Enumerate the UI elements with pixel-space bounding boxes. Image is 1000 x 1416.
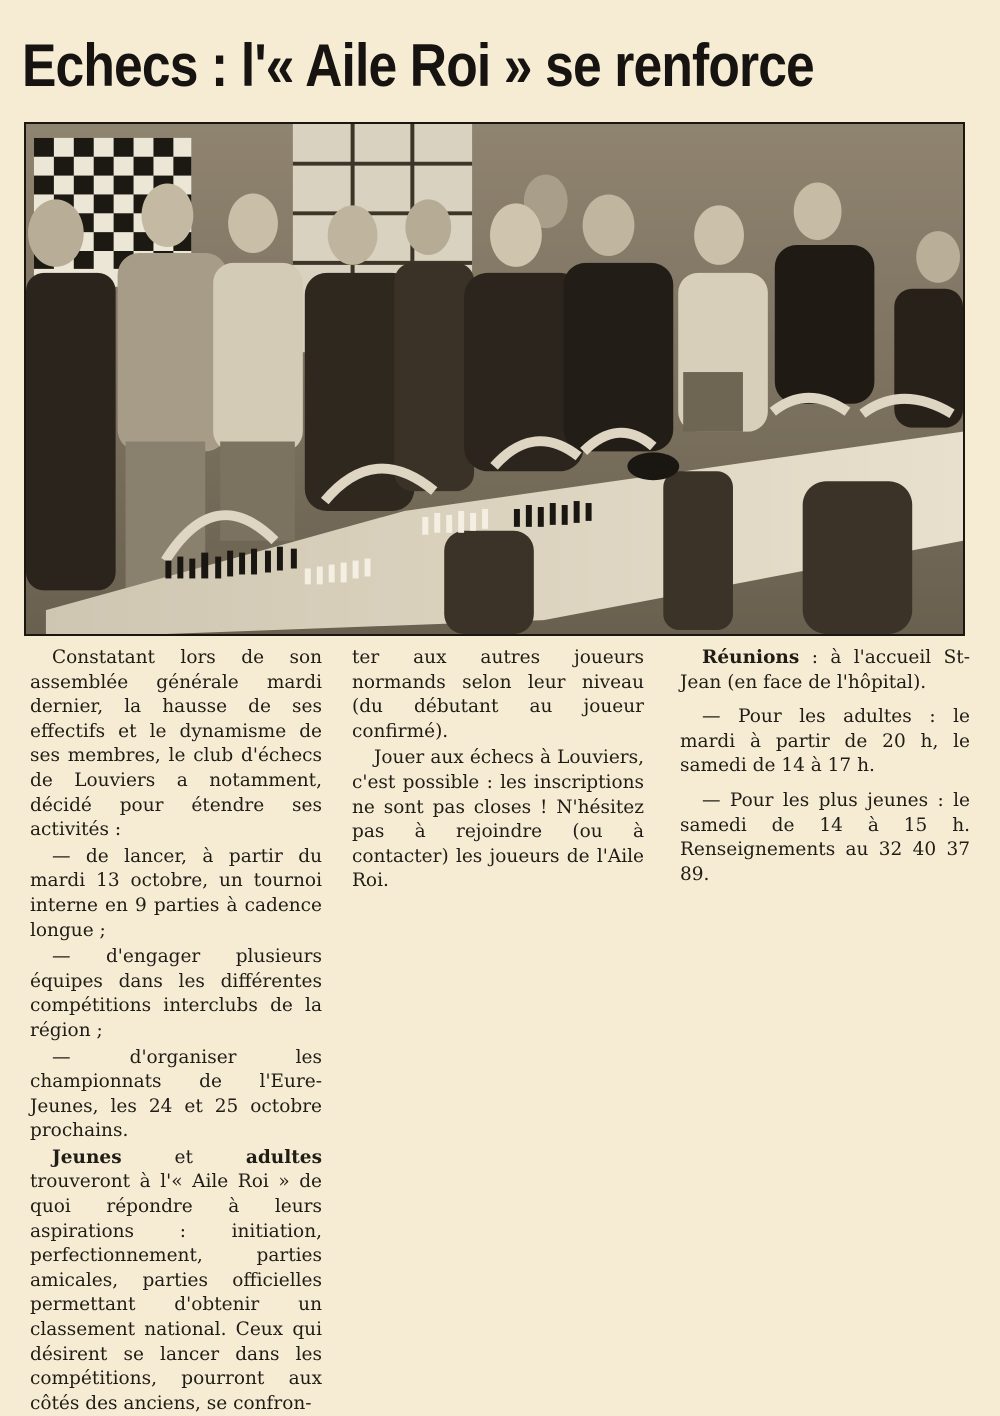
group-photo — [24, 122, 965, 636]
paragraph: — d'organiser les championnats de l'Eure-Jeunes, les 24 et 25 octobre prochains. — [30, 1046, 322, 1142]
paragraph — [680, 646, 970, 695]
paragraph: Jouer aux échecs à Louviers, c'est possible : les inscriptions ne sont pas closes ! N'hésitez pas à rejoindre (ou à contacter) les joueurs de l'Aile Roi. — [352, 747, 644, 892]
headline: Echecs : l'« Aile Roi » se renforce — [22, 32, 814, 99]
bold-term: Jeunes — [52, 1146, 122, 1168]
paragraph: — d'engager plusieurs équipes dans les différentes compétitions interclubs de la région ; — [30, 946, 322, 1041]
article-column-1 — [30, 646, 322, 1416]
paragraph: — Pour les plus jeunes : le samedi de 14 à 15 h. Renseignements au 32 40 37 89. — [680, 789, 970, 885]
paragraph: — de lancer, à partir du mardi 13 octobre, un tournoi interne en 9 parties à cadence longue ; — [30, 845, 322, 941]
paragraph: Constatant lors de son assemblée générale mardi dernier, la hausse de ses effectifs et le dynamisme de ses membres, le club d'échecs de Louviers a notamment, décidé pour étendre ses activités : — [30, 647, 322, 841]
text-span: et — [121, 1146, 246, 1168]
group-photo-chess-players-icon — [26, 124, 963, 634]
text-span: : à l'accueil St-Jean (en face de l'hôpital). — [680, 647, 970, 693]
paragraph — [30, 1146, 322, 1416]
article-column-3 — [680, 646, 970, 887]
paragraph: — Pour les adultes : le mardi à partir de 20 h, le samedi de 14 à 17 h. — [680, 706, 970, 777]
text-span: trouveront à l'« Aile Roi » de quoi répondre à leurs aspirations : initiation, perfectionnement, parties amicales, parties officielles permettant d'obtenir un classement national. Ceux qui désirent se lancer dans les compétitions, pourront aux côtés des anciens, se confron- — [30, 1171, 322, 1414]
bold-term: Réunions — [702, 647, 800, 668]
bold-term: adultes — [245, 1146, 322, 1168]
article-column-2 — [352, 646, 644, 894]
paragraph: ter aux autres joueurs normands selon leur niveau (du débutant au joueur confirmé). — [352, 647, 644, 742]
